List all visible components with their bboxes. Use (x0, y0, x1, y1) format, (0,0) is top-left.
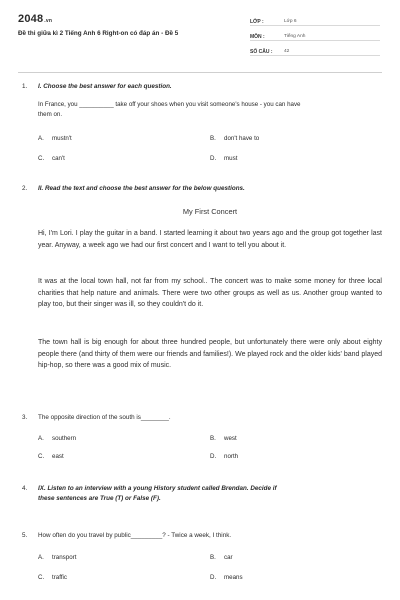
option-letter: D. (210, 155, 217, 162)
question-text: How often do you travel by public_________? - Twice a week, I think. (38, 532, 232, 539)
question-2 (18, 184, 382, 196)
option-letter: C. (38, 453, 45, 460)
option-letter: D. (210, 574, 217, 581)
option-b[interactable] (210, 134, 259, 144)
option-letter: C. (38, 574, 45, 581)
question-4 (18, 484, 382, 508)
question-text-line: them on. (38, 110, 63, 118)
option-a[interactable] (38, 134, 72, 144)
option-d[interactable] (210, 154, 237, 164)
logo-text: 2048 (18, 13, 44, 25)
section-heading: II. Read the text and choose the best answer for the below questions. (38, 185, 245, 192)
option-letter: A. (38, 554, 44, 561)
option-text: car (224, 554, 233, 561)
option-letter: A. (38, 135, 44, 142)
option-letter: B. (210, 554, 216, 561)
meta-value: 42 (284, 49, 290, 54)
site-logo[interactable] (18, 13, 52, 25)
option-a[interactable] (38, 553, 76, 563)
option-c[interactable] (38, 573, 67, 583)
meta-value: Tiếng Anh (284, 34, 306, 39)
meta-row-class (250, 13, 380, 26)
document-title: Đề thi giữa kì 2 Tiếng Anh 6 Right-on có đáp án - Đề 5 (18, 30, 179, 37)
option-b[interactable] (210, 553, 233, 563)
question-text (38, 100, 382, 119)
option-text: west (224, 435, 237, 442)
section-heading (38, 484, 382, 504)
question-number: 3. (22, 414, 28, 421)
question-text-line: In France, you __________ take off your shoes when you visit someone's house - you can have (38, 101, 301, 108)
option-text: must (224, 155, 238, 162)
question-1 (18, 82, 382, 172)
option-c[interactable] (38, 154, 65, 164)
option-text: southern (52, 435, 77, 442)
option-d[interactable] (210, 452, 238, 462)
section-heading-line: these sentences are True (T) or False (F). (38, 495, 161, 502)
option-text: transport (52, 554, 77, 561)
option-text: don't have to (224, 135, 260, 142)
question-number: 2. (22, 185, 28, 192)
option-text: north (224, 453, 239, 460)
option-text: mustn't (52, 135, 72, 142)
meta-row-count (250, 43, 380, 56)
question-3 (18, 413, 382, 469)
passage-title: My First Concert (182, 207, 238, 216)
section-heading: I. Choose the best answer for each question. (38, 83, 172, 90)
question-5 (18, 531, 382, 591)
exam-meta (250, 13, 380, 58)
header-divider (18, 72, 382, 73)
option-text: traffic (52, 574, 68, 581)
question-text: The opposite direction of the south is________. (38, 414, 171, 421)
option-c[interactable] (38, 452, 64, 462)
option-text: can't (52, 155, 65, 162)
option-b[interactable] (210, 434, 237, 444)
passage-paragraph: Hi, I'm Lori. I play the guitar in a band. I started learning it about two years ago and the group got together last year. Anyway, a week ago we had our first concert and I want to tell you about it. (38, 230, 382, 249)
option-letter: B. (210, 435, 216, 442)
option-letter: B. (210, 135, 216, 142)
option-text: means (224, 574, 243, 581)
question-number: 5. (22, 532, 28, 539)
option-letter: C. (38, 155, 45, 162)
meta-key: LỚP : (250, 19, 264, 25)
reading-passage (38, 206, 382, 396)
passage-paragraph: It was at the local town hall, not far from my school.. The concert was to make some money for three local charities that help nature and animals. There were two other groups as well as us. Another group wanted to play too, but their singer was ill, so they couldn't do it. (38, 278, 382, 309)
section-heading-line: IX. Listen to an interview with a young History student called Brendan. Decide if (38, 485, 277, 492)
option-d[interactable] (210, 573, 243, 583)
option-text: east (52, 453, 64, 460)
question-number: 4. (22, 485, 28, 492)
meta-row-subject (250, 28, 380, 41)
option-a[interactable] (38, 434, 76, 444)
option-letter: D. (210, 453, 217, 460)
meta-key: SỐ CÂU : (250, 49, 273, 55)
meta-key: MÔN : (250, 34, 265, 40)
option-letter: A. (38, 435, 44, 442)
passage-paragraph: The town hall is big enough for about three hundred people, but unfortunately there were only about eighty people there (and thirty of them were our friends and families!). We played rock and the older kids' band played hip-hop, so there was a good mix of music. (38, 339, 382, 370)
question-number: 1. (22, 83, 28, 90)
logo-suffix: .vn (44, 18, 53, 24)
meta-value: Lớp 6 (284, 19, 297, 24)
